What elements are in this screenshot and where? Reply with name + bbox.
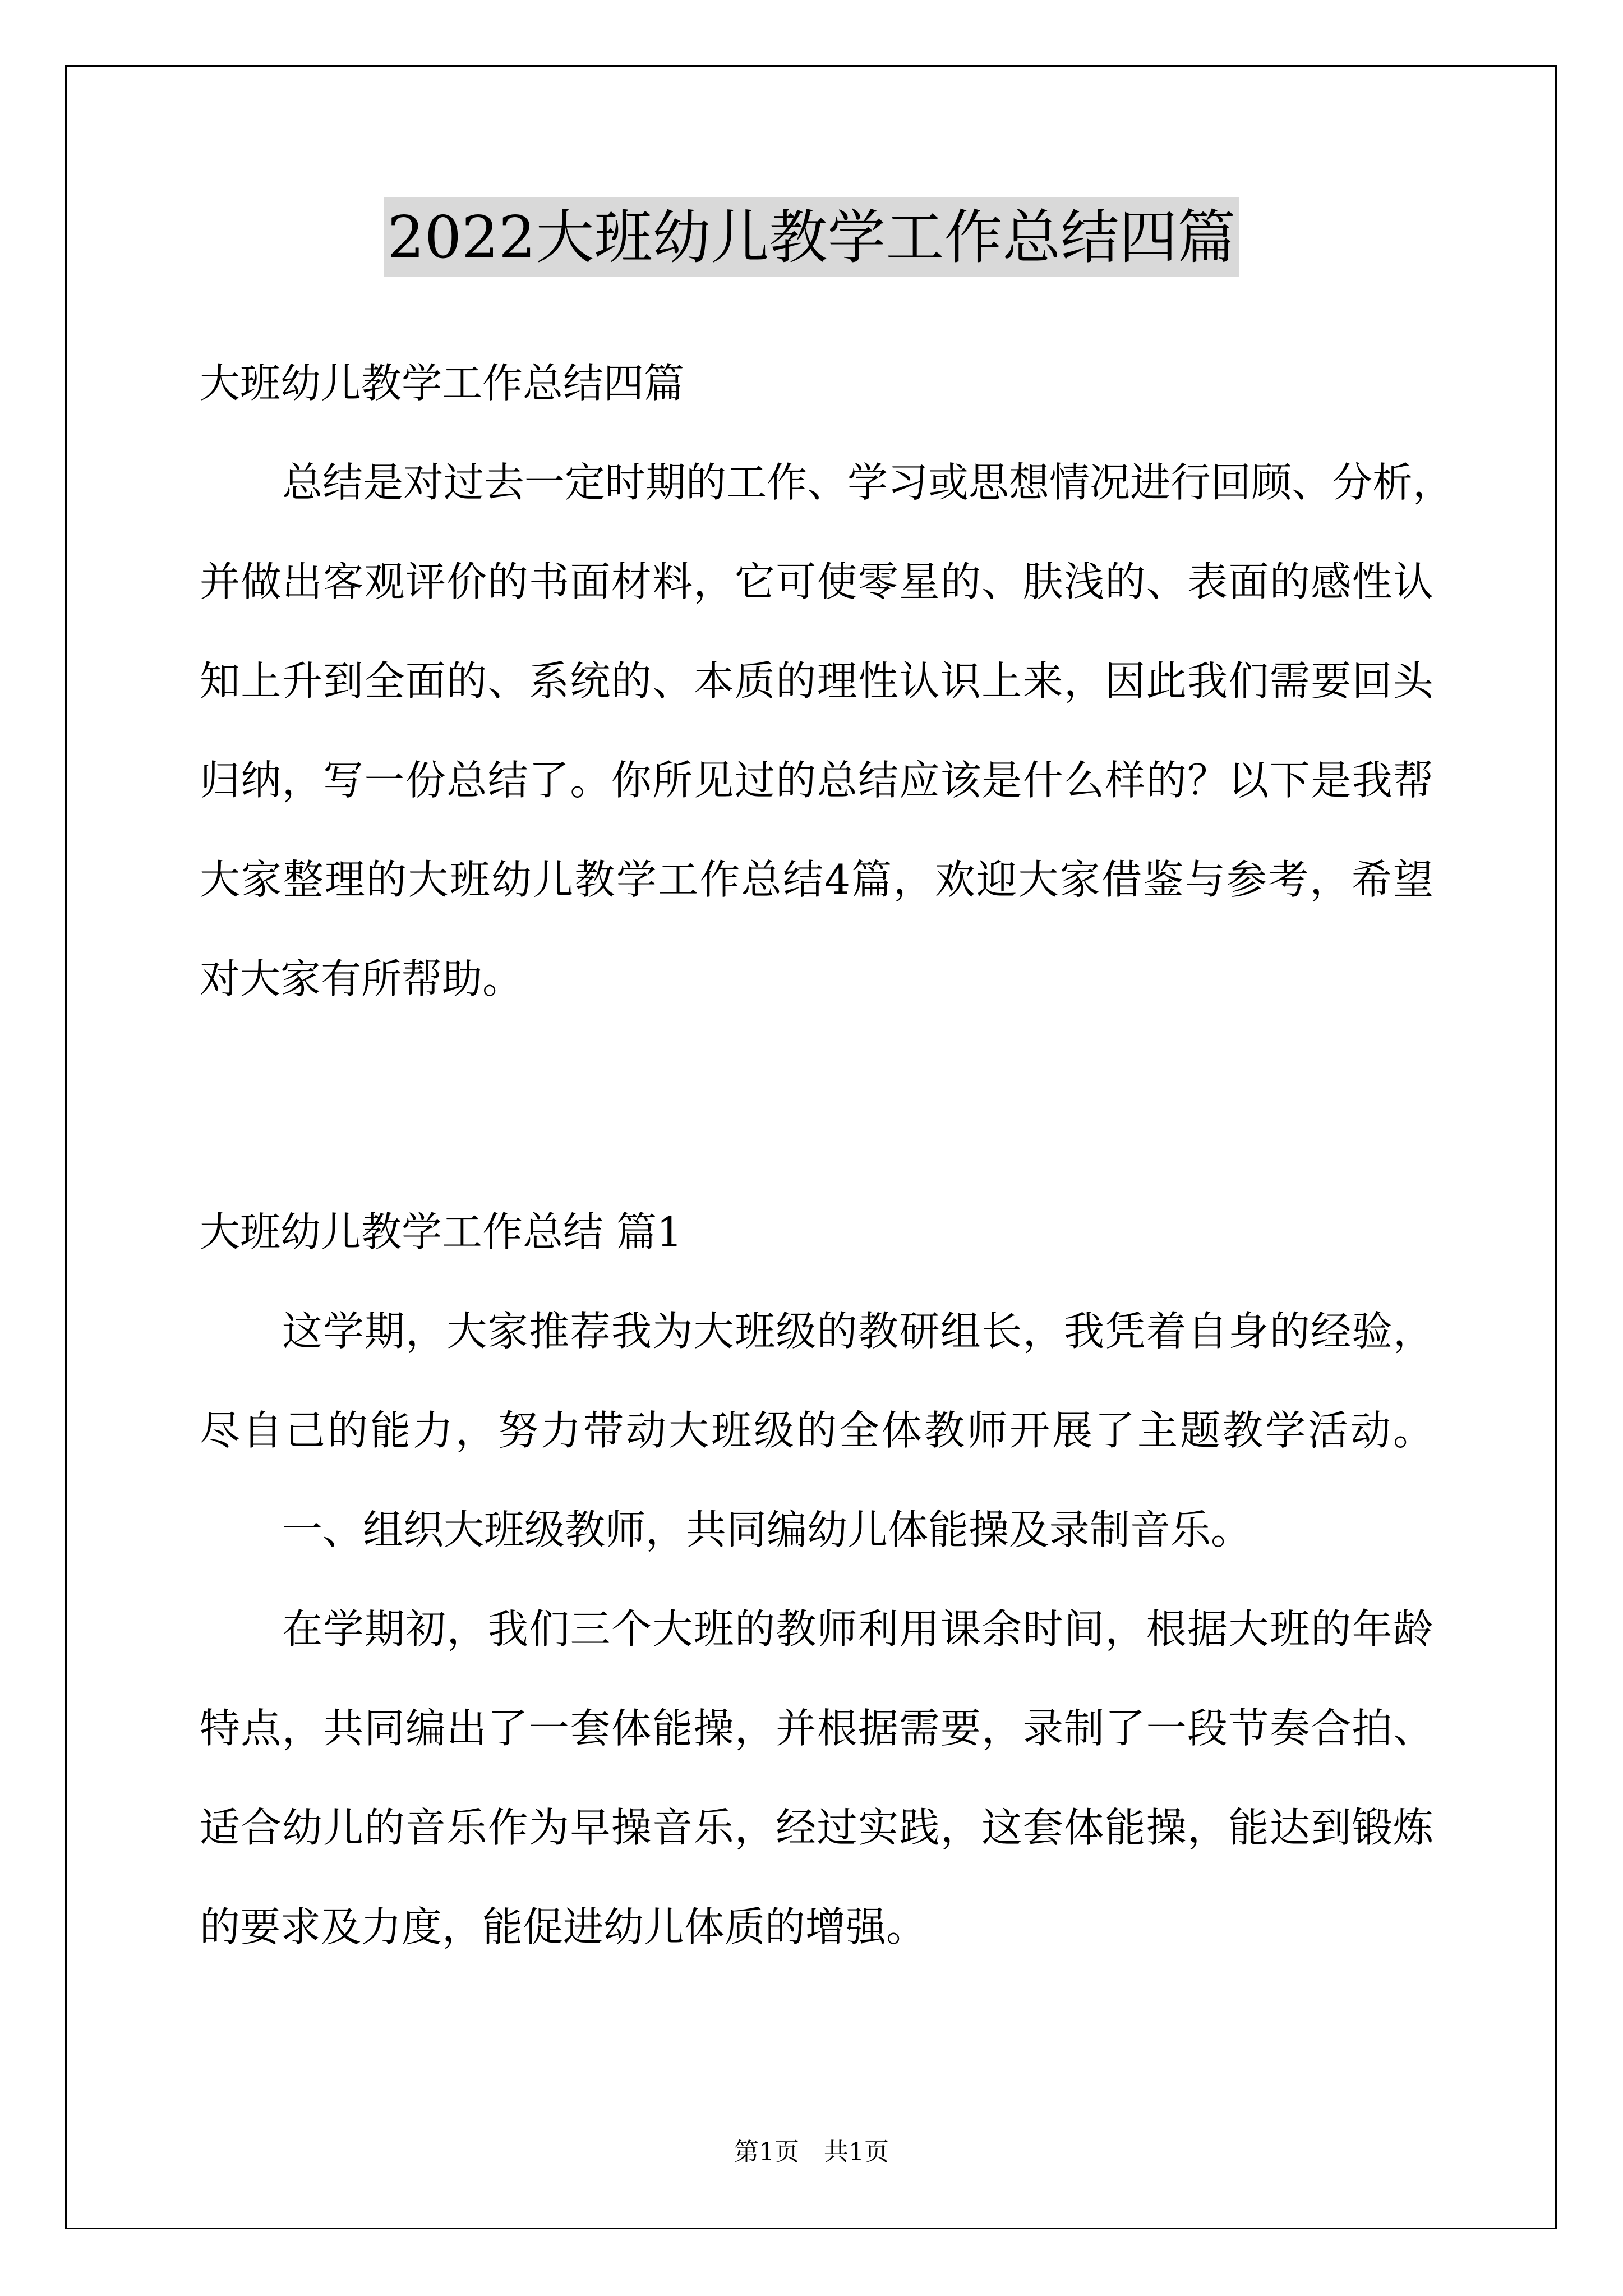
intro-line-6: 对大家有所帮助。 [200, 955, 523, 1002]
section1-para2-line-4: 的要求及力度，能促进幼儿体质的增强。 [200, 1903, 927, 1950]
title-container [0, 197, 1623, 277]
subtitle: 大班幼儿教学工作总结四篇 [200, 360, 685, 407]
section1-para2-line-3: 适合幼儿的音乐作为早操音乐，经过实践，这套体能操，能达到锻炼 [200, 1804, 1433, 1851]
section1-para2-line-2: 特点，共同编出了一套体能操，并根据需要，录制了一段节奏合拍、 [200, 1705, 1433, 1752]
document-title: 2022大班幼儿教学工作总结四篇 [384, 197, 1239, 277]
intro-line-3: 知上升到全面的、系统的、本质的理性认识上来，因此我们需要回头 [200, 657, 1433, 705]
page-total: 共1页 [824, 2138, 889, 2166]
section1-heading: 大班幼儿教学工作总结 篇1 [200, 1208, 683, 1255]
page-number: 第1页 [734, 2138, 799, 2166]
section1-para1-line-2: 尽自己的能力，努力带动大班级的全体教师开展了主题教学活动。 [200, 1407, 1433, 1454]
section1-para2-line-1: 在学期初，我们三个大班的教师利用课余时间，根据大班的年龄 [282, 1605, 1433, 1653]
page-footer [0, 2132, 1623, 2168]
intro-line-2: 并做出客观评价的书面材料，它可使零星的、肤浅的、表面的感性认 [200, 558, 1433, 605]
section1-item1: 一、组织大班级教师，共同编幼儿体能操及录制音乐。 [282, 1506, 1252, 1553]
section1-para1-line-1: 这学期，大家推荐我为大班级的教研组长，我凭着自身的经验， [282, 1308, 1433, 1355]
intro-line-5: 大家整理的大班幼儿教学工作总结4篇，欢迎大家借鉴与参考，希望 [200, 856, 1433, 903]
intro-line-1: 总结是对过去一定时期的工作、学习或思想情况进行回顾、分析， [282, 459, 1454, 506]
intro-line-4: 归纳，写一份总结了。你所见过的总结应该是什么样的？以下是我帮 [200, 757, 1433, 804]
